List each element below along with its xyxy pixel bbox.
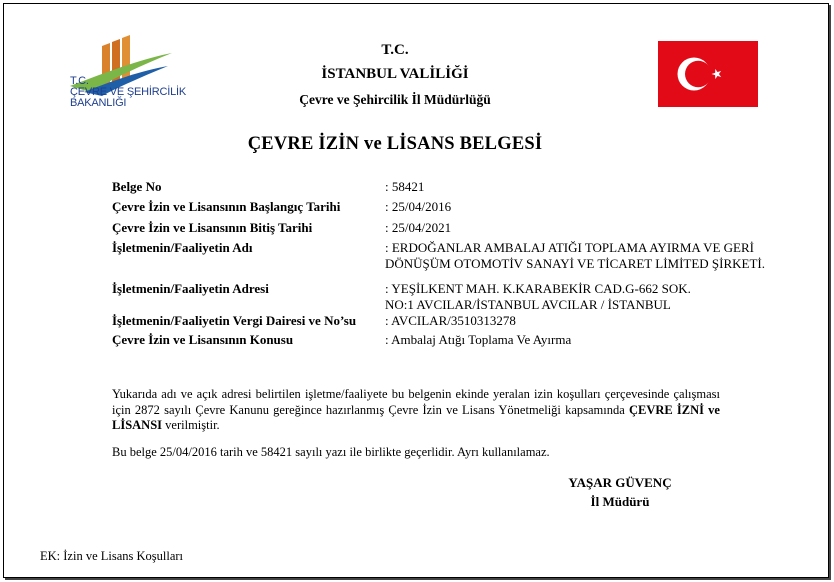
- field-label-end-date: Çevre İzin ve Lisansının Bitiş Tarihi: [112, 220, 313, 235]
- field-label-certificate-no: Belge No: [112, 179, 162, 194]
- signatory-title: İl Müdürü: [590, 494, 650, 509]
- logo-line-3: BAKANLIĞI: [70, 97, 127, 109]
- field-label-business-address: İşletmenin/Faaliyetin Adresi: [112, 281, 269, 296]
- field-label-start-date: Çevre İzin ve Lisansının Başlangıç Tarihi: [112, 199, 341, 214]
- logo-line-1: T.C.: [70, 75, 89, 87]
- statement-text-end: verilmiştir.: [162, 418, 220, 432]
- header-line-1: T.C.: [381, 42, 409, 58]
- field-value-certificate-no: : 58421: [385, 179, 425, 194]
- statement-text: Yukarıda adı ve açık adresi belirtilen işletme/faaliyete bu belgenin ekinde yeralan izin koşulları çerçevesinde çalışması için 2872 sayılı Çevre Kanunu gereğince hazırlanmış Çevre İzin ve Lisans Yönetmeliği kapsamında: [112, 387, 720, 417]
- field-value-end-date: : 25/04/2021: [385, 220, 452, 235]
- attachment-note: EK: İzin ve Lisans Koşulları: [40, 549, 184, 563]
- document-title: ÇEVRE İZİN ve LİSANS BELGESİ: [247, 134, 543, 154]
- field-label-permit-subject: Çevre İzin ve Lisansının Konusu: [112, 332, 294, 347]
- field-value-start-date: : 25/04/2016: [385, 199, 452, 214]
- turkish-flag-icon: [658, 41, 758, 107]
- field-label-tax-office: İşletmenin/Faaliyetin Vergi Dairesi ve No’su: [112, 313, 357, 328]
- validity-paragraph: Bu belge 25/04/2016 tarih ve 58421 sayılı yazı ile birlikte geçerlidir. Ayrı kullanılamaz.: [112, 445, 550, 459]
- statement-bold-text: ÇEVRE İZNİ ve LİSANSI: [112, 402, 720, 432]
- signatory-name: YAŞAR GÜVENÇ: [568, 475, 672, 490]
- field-value-business-address-line-2: NO:1 AVCILAR/İSTANBUL AVCILAR / İSTANBUL: [385, 297, 671, 312]
- header-line-2: İSTANBUL VALİLİĞİ: [321, 66, 469, 82]
- header-line-3: Çevre ve Şehircilik İl Müdürlüğü: [299, 92, 491, 107]
- field-label-business-name: İşletmenin/Faaliyetin Adı: [112, 240, 253, 255]
- logo-line-2: ÇEVRE VE ŞEHİRCİLİK: [70, 86, 187, 98]
- field-value-business-name-line-2: DÖNÜŞÜM OTOMOTİV SANAYİ VE TİCARET LİMİTED ŞİRKETİ.: [385, 256, 766, 271]
- field-value-business-name-line-1: : ERDOĞANLAR AMBALAJ ATIĞI TOPLAMA AYIRMA VE GERİ: [385, 240, 754, 255]
- field-value-tax-office: : AVCILAR/3510313278: [385, 313, 516, 328]
- statement-paragraph: [112, 387, 720, 434]
- field-value-business-address-line-1: : YEŞİLKENT MAH. K.KARABEKİR CAD.G-662 SOK.: [385, 281, 691, 296]
- ministry-logo-text: [70, 76, 186, 109]
- field-value-permit-subject: : Ambalaj Atığı Toplama Ve Ayırma: [385, 332, 572, 347]
